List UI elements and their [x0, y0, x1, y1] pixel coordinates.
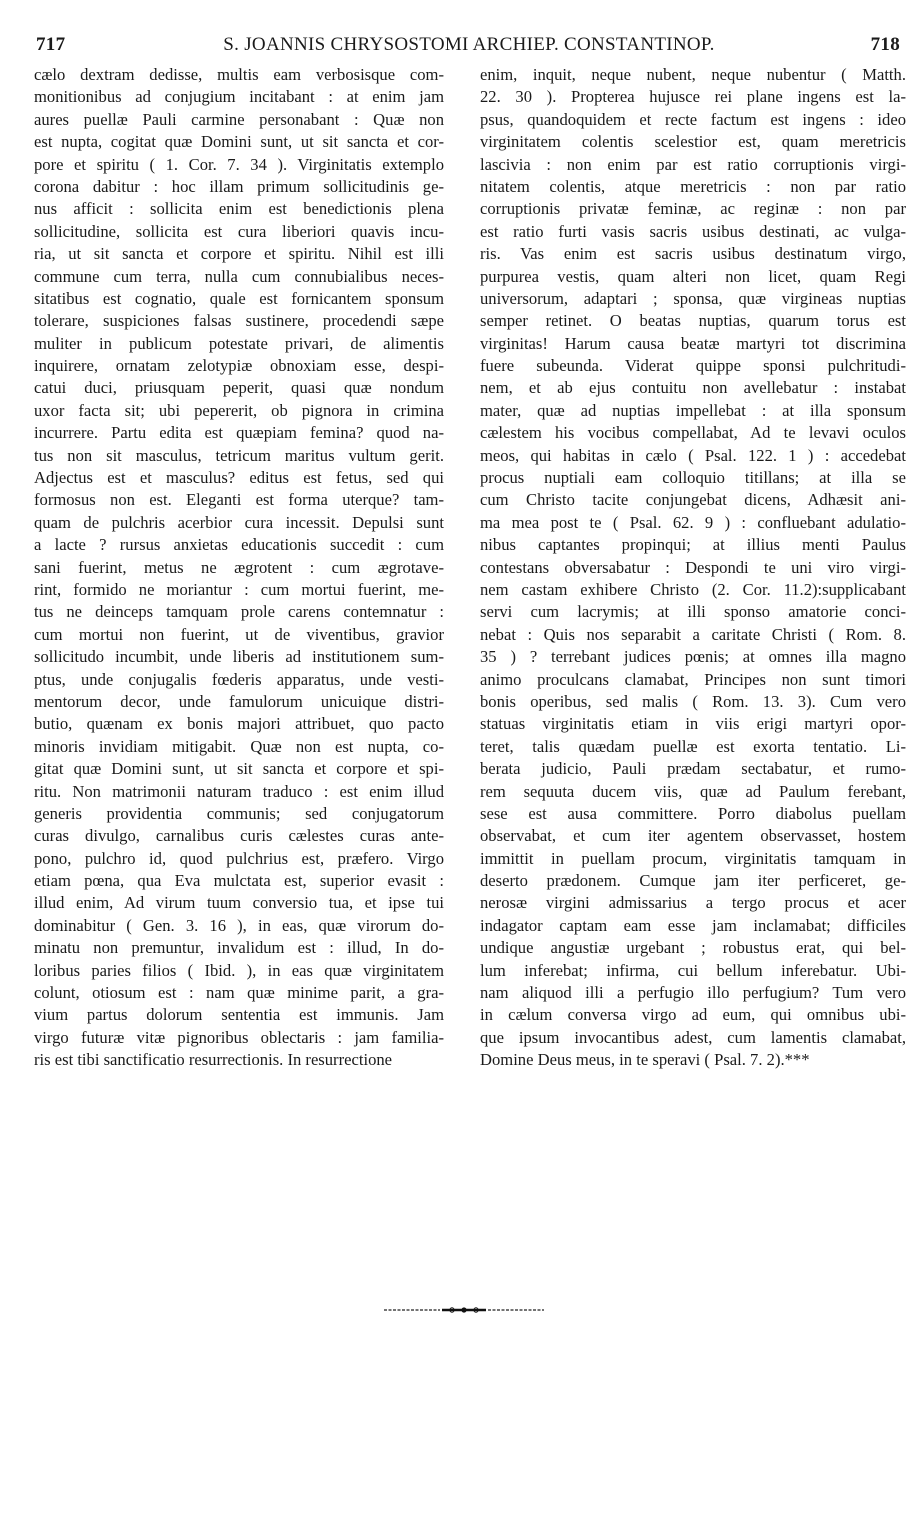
text-line: gitat quæ Domini sunt, ut sit sancta et corpore et spi-	[34, 759, 444, 779]
right-page-number: 718	[870, 34, 900, 55]
text-line: rint, formido ne moriantur : cum mortui fuerint, me-	[34, 579, 444, 599]
text-line: inquirere, ornatam zelotypiæ obnoxiam esse, despi-	[34, 356, 444, 376]
text-line: que ipsum invocantibus adest, cum lamentis clamabat,	[480, 1027, 906, 1047]
text-line: rem sequuta ducem viis, quæ ad Paulum ferebant,	[480, 781, 906, 801]
text-line: ris. Vas enim est sacris usibus destinatum virgo,	[480, 244, 906, 264]
text-line: indagator captam eam esse jam inclamabat; difficiles	[480, 915, 906, 935]
text-line: purpurea vestis, quam alteri non licet, quam Regi	[480, 266, 906, 286]
text-line: cælestem his vocibus compellabat, Ad te levavi oculos	[480, 423, 906, 443]
text-line: butio, quænam ex bonis majori attribuet, quo pacto	[34, 714, 444, 734]
text-line: virginitas! Harum causa beatæ martyri tot discrimina	[480, 333, 906, 353]
text-line: ritu. Non matrimonii naturam traduco : est enim illud	[34, 781, 444, 801]
text-line: nus afficit : sollicita enim est benedictionis plena	[34, 199, 444, 219]
text-line: cum mortui non fuerint, ut de viventibus, gravior	[34, 624, 444, 644]
text-line: statuas virginitatis etiam in viis erigi martyri opor-	[480, 714, 906, 734]
right-text-column	[480, 64, 906, 1072]
left-text-column	[34, 64, 444, 1072]
text-line: 35 ) ? terrebant judices pœnis; at omnes illa magno	[480, 647, 906, 667]
text-line: ptus, unde conjugalis fœderis apparatus, unde vesti-	[34, 669, 444, 689]
text-line: virgo futuræ vitæ pignoribus oblectaris : jam familia-	[34, 1027, 444, 1047]
text-line: tolerare, suspiciones falsas sustinere, procedendi sæpe	[34, 311, 444, 331]
text-line: sollicitudine, sollicita est cura liberiori quavis incu-	[34, 221, 444, 241]
text-line: deserto prædonem. Cumque jam iter perficeret, ge-	[480, 871, 906, 891]
text-line: observabat, et cum iter agentem observasset, hostem	[480, 826, 906, 846]
text-line: corona dabitur : hoc illam primum sollicitudinis ge-	[34, 176, 444, 196]
text-line: psus, quandoquidem et recte factum est ingens : ideo	[480, 109, 906, 129]
text-line: berata judicio, Pauli prædam sectabatur, et rumo-	[480, 759, 906, 779]
text-line: nem castam exhibere Christo (2. Cor. 11.2):supplicabant	[480, 579, 906, 599]
text-line: fuere subeunda. Viderat quippe sponsi pulchritudi-	[480, 356, 906, 376]
text-line: enim, inquit, neque nubent, neque nubentur ( Matth.	[480, 65, 906, 84]
text-line: catui duci, priusquam peperit, quasi quæ nondum	[34, 378, 444, 398]
left-page-number: 717	[36, 34, 66, 55]
text-line: corruptionis privatæ feminæ, ac reginæ : non par	[480, 199, 906, 219]
text-line: pono, pulchro id, quod pulchrius est, præfero. Virgo	[34, 848, 444, 868]
text-line: nam aliquod illi a perfugio illo perfugium? Tum vero	[480, 983, 906, 1003]
end-ornament	[382, 1305, 546, 1315]
text-line: commune cum terra, nulla cum connubialibus neces-	[34, 266, 444, 286]
text-line: nebat : Quis nos separabit a caritate Christi ( Rom. 8.	[480, 624, 906, 644]
text-line: nem, et ab ejus contuitu non avellebatur : instabat	[480, 378, 906, 398]
text-line: minoris invidiam mitigabit. Quæ non est nupta, co-	[34, 736, 444, 756]
text-line: est ratio furti vasis sacris usibus destinati, ac vulga-	[480, 221, 906, 241]
text-line: muliter in publicum potestate privari, de alimentis	[34, 333, 444, 353]
text-line: sollicitudo incumbit, unde liberis ad institutionem sum-	[34, 647, 444, 667]
text-line: mater, quæ ad nuptias impellebat : at illa sponsum	[480, 400, 906, 420]
text-line: universorum, adaptari ; sponsa, quæ virgineas nuptias	[480, 288, 906, 308]
text-line: contestans obversabatur : Despondi te uni viro virgi-	[480, 557, 906, 577]
text-line: Domine Deus meus, in te speravi ( Psal. 7. 2).***	[480, 1050, 810, 1070]
text-line: quam de pulchris acerbior cura incessit. Depulsi sunt	[34, 512, 444, 532]
text-line: nerosæ virgini admissarius a tergo procus et acer	[480, 893, 906, 913]
text-line: servi cum lacrymis; at illi sponso amatorie conci-	[480, 602, 906, 622]
text-line: vium partus dolorum sententia est immunis. Jam	[34, 1005, 444, 1025]
text-line: animo proculcans clamabat, Principes non sunt timori	[480, 669, 906, 689]
text-line: cum Christo tacite conjungebat dicens, Adhæsit ani-	[480, 490, 906, 510]
text-line: nitatem colentis, atque meretricis : non par ratio	[480, 176, 906, 196]
text-line: incurrere. Partu edita est quæpiam femina? quod na-	[34, 423, 444, 443]
text-line: teret, talis quædam puellæ est exorta tentatio. Li-	[480, 736, 906, 756]
text-line: cælo dextram dedisse, multis eam verbosisque com-	[34, 65, 444, 84]
text-line: dominabitur ( Gen. 3. 16 ), in eas, quæ virorum do-	[34, 915, 444, 935]
text-line: est nupta, cogitat quæ Domini sunt, ut sit sancta et cor-	[34, 132, 444, 152]
text-line: lum inferebat; infirma, cui bellum inferebatur. Ubi-	[480, 960, 906, 980]
text-line: a lacte ? rursus anxietas educationis succedit : cum	[34, 535, 444, 555]
text-line: mentorum decor, unde famulorum unicuique distri-	[34, 691, 444, 711]
text-line: nibus captantes propinqui; at illius menti Paulus	[480, 535, 906, 555]
text-line: procus nuptiali eam colloquio titillans; at illa se	[480, 468, 906, 488]
text-line: tus non sit masculus, tetricum maritus vultum gerit.	[34, 445, 444, 465]
text-line: sani fuerint, metus ne ægrotent : cum ægrotave-	[34, 557, 444, 577]
text-line: curas divulgo, carnalibus curis cælestes curas ante-	[34, 826, 444, 846]
text-line: sitatibus est cognatio, quale est fornicantem sponsum	[34, 288, 444, 308]
text-line: minatu non premuntur, invalidum est : illud, In do-	[34, 938, 444, 958]
text-line: aures puellæ Pauli carmine personabant : Quæ non	[34, 109, 444, 129]
text-line: undique angustiæ urgebant ; robustus erat, qui bel-	[480, 938, 906, 958]
text-line: ris est tibi sanctificatio resurrectionis. In resurrectione	[34, 1050, 393, 1070]
text-line: semper retinet. O beatas nuptias, quarum torus est	[480, 311, 906, 331]
text-line: sese est ausa committere. Porro diabolus puellam	[480, 803, 906, 823]
running-header	[34, 34, 904, 64]
text-line: ria, ut sit sancta et corpore et spiritu. Nihil est illi	[34, 244, 444, 264]
text-line: loribus paries filios ( Ibid. ), in eas quæ virginitatem	[34, 960, 444, 980]
text-line: formosus non est. Eleganti est forma uterque? tam-	[34, 490, 444, 510]
text-line: generis providentia communis; sed conjugatorum	[34, 803, 444, 823]
text-line: etiam pœna, qua Eva mulctata est, superior evasit :	[34, 871, 444, 891]
text-line: uxor facta sit; ubi pepererit, ob pignora in crimina	[34, 400, 444, 420]
text-line: Adjectus est et masculus? editus est fetus, sed qui	[34, 468, 444, 488]
text-line: 22. 30 ). Propterea hujusce rei plane ingens est la-	[480, 87, 906, 107]
text-line: virginitatem colentis scelestior est, quam meretricis	[480, 132, 906, 152]
text-line: colunt, otiosum est : nam quæ minime parit, a gra-	[34, 983, 444, 1003]
text-line: pore et spiritu ( 1. Cor. 7. 34 ). Virginitatis extemplo	[34, 154, 444, 174]
text-line: ma mea post te ( Psal. 62. 9 ) : confluebant adulatio-	[480, 512, 906, 532]
text-line: monitionibus ad conjugium incitabant : at enim jam	[34, 87, 444, 107]
text-line: illud enim, Ad virum tuum conversio tua, et ipse tui	[34, 893, 444, 913]
text-line: immittit in puellam procum, virginitatis tamquam in	[480, 848, 906, 868]
running-title: S. JOANNIS CHRYSOSTOMI ARCHIEP. CONSTANTINOP.	[223, 34, 715, 55]
text-line: lascivia : non enim par est ratio corruptionis virgi-	[480, 154, 906, 174]
text-line: meos, qui habitas in cælo ( Psal. 122. 1 ) : accedebat	[480, 445, 906, 465]
text-line: tus ne deinceps tamquam prole carens contemnatur :	[34, 602, 444, 622]
text-line: bonis operibus, sed malis ( Rom. 13. 3). Cum vero	[480, 691, 906, 711]
text-line: in cælum conversa virgo ad eum, qui omnibus ubi-	[480, 1005, 906, 1025]
